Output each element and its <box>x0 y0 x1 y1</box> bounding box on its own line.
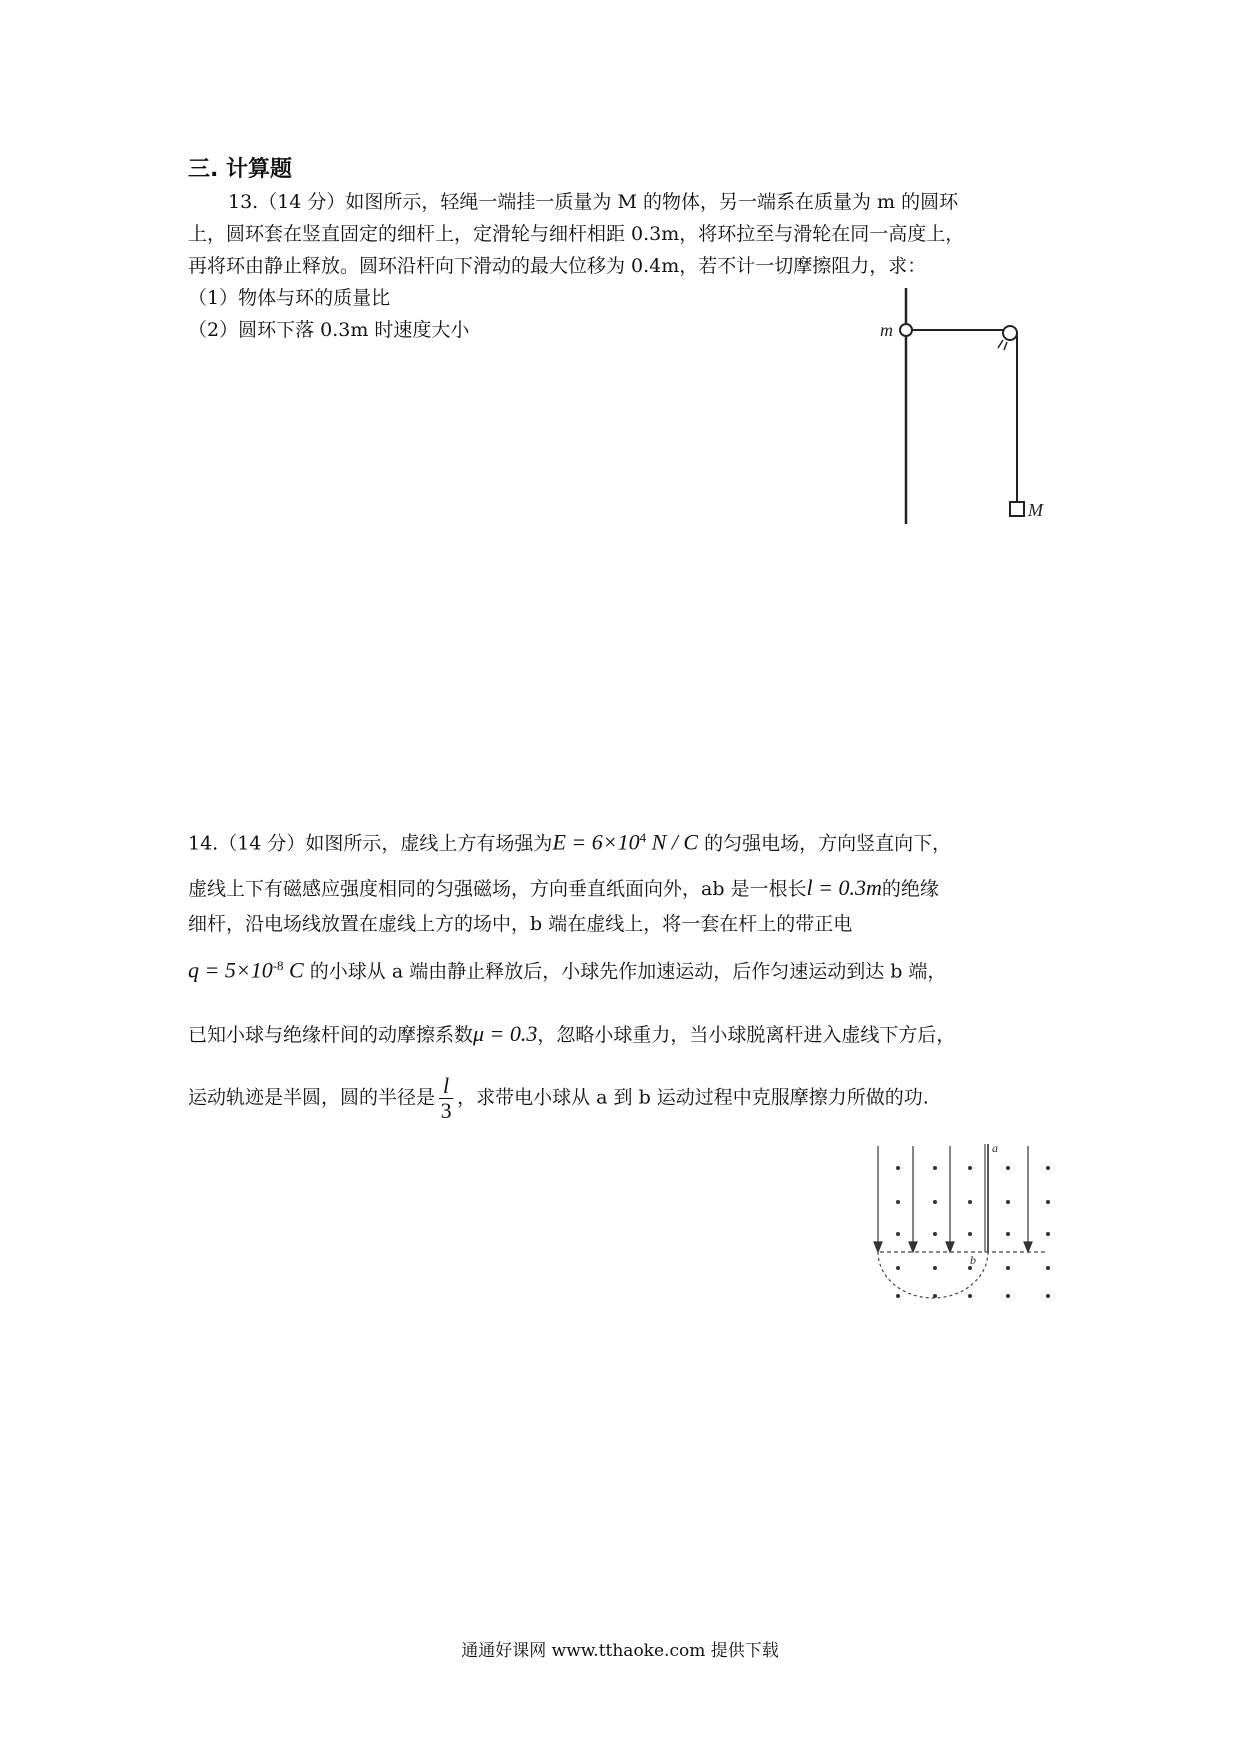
label-b: b <box>970 1253 976 1267</box>
label-block: M <box>1028 500 1043 520</box>
ring <box>900 324 912 336</box>
pulley <box>1003 326 1017 340</box>
q13-figure <box>870 280 1070 540</box>
label-ring: m <box>880 320 893 340</box>
q14-line-3: 细杆，沿电场线放置在虚线上方的场中，b 端在虚线上，将一套在杆上的带正电 <box>188 913 853 935</box>
q14-line-6: 运动轨迹是半圆，圆的半径是 $\frac{l}{3}$ ，求带电小球从 a 到 b 运动过程中克服摩擦力所做的功. <box>188 1073 929 1123</box>
section-title: 三. 计算题 <box>188 157 293 182</box>
q13-line-2: 上，圆环套在竖直固定的细杆上，定滑轮与细杆相距 0.3m，将环拉至与滑轮在同一高度上， <box>188 223 965 245</box>
footer-credit: 通通好课网 www.tthaoke.com 提供下载 <box>461 1641 779 1661</box>
fraction-l-over-3: $\frac{l}{3}$ <box>440 1073 452 1123</box>
label-a: a <box>992 1141 998 1155</box>
q14-line-5: 已知小球与绝缘杆间的动摩擦系数μ = 0.3，忽略小球重力，当小球脱离杆进入虚线下方后， <box>188 1021 956 1046</box>
q13-line-1: 13.（14 分）如图所示，轻绳一端挂一质量为 M 的物体，另一端系在质量为 m 的圆环 <box>228 191 959 213</box>
q13-subquestion-2: （2）圆环下落 0.3m 时速度大小 <box>188 319 470 341</box>
q13-line-3: 再将环由静止释放。圆环沿杆向下滑动的最大位移为 0.4m，若不计一切摩擦阻力，求： <box>188 255 927 277</box>
q13-subquestion-1: （1）物体与环的质量比 <box>188 287 391 309</box>
block <box>1010 502 1024 516</box>
pulley-mount <box>998 340 1007 350</box>
q14-line-4: $q = 5\times 10^{-8}$ C 的小球从 a 端由静止释放后，小球先作加速运动，后作匀速运动到达 b 端， <box>188 957 947 983</box>
q14-figure <box>860 1140 1060 1310</box>
q14-line-2: 虚线上下有磁感应强度相同的匀强磁场，方向垂直纸面向外，ab 是一根长l = 0.3m的绝缘 <box>188 875 939 900</box>
q14-line-1: 14.（14 分）如图所示，虚线上方有场强为$E = 6\times 10^4$ N / C 的匀强电场，方向竖直向下， <box>188 829 952 855</box>
